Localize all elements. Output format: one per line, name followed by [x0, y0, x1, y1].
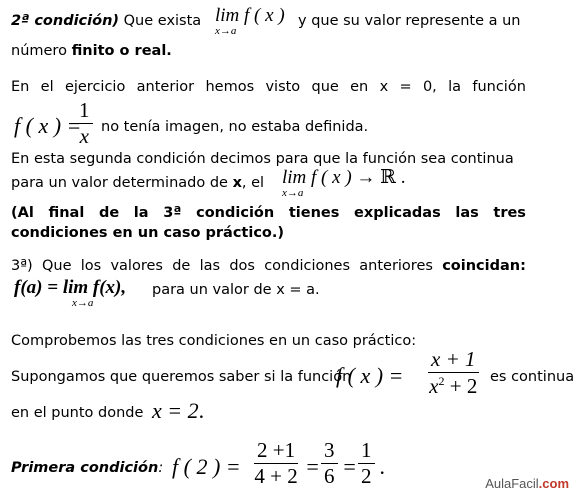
text-fragment: . — [400, 167, 406, 188]
example-line1-end: es continua — [490, 369, 575, 385]
example-line2 — [11, 404, 143, 422]
cond3-lim-sub: x→a — [72, 297, 94, 309]
text-fragment: lim — [282, 167, 307, 188]
lim-to-real — [282, 168, 405, 199]
text-fragment: ejercicio — [64, 79, 126, 95]
cond2-text-a: Que exista — [119, 13, 202, 29]
text-fragment: condición — [196, 205, 275, 221]
text-fragment: 1 — [358, 440, 375, 464]
text-fragment: Que — [41, 258, 72, 274]
text-fragment: f ( x ) → — [311, 167, 381, 188]
aulafacil-logo[interactable]: AulaFacil.com — [485, 476, 569, 491]
cond2-line1 — [11, 12, 201, 30]
fx-def-1x: f ( x ) = — [14, 113, 82, 138]
text-fragment: 2 — [361, 464, 372, 488]
cond3-formula — [14, 277, 126, 299]
text-fragment: 1 — [76, 100, 93, 124]
text-fragment: , — [121, 277, 127, 298]
text-fragment: x — [79, 124, 89, 148]
text-fragment: función — [472, 79, 526, 95]
para2-line2 — [11, 174, 264, 192]
lim-cond2 — [215, 6, 285, 37]
example-point — [152, 398, 204, 424]
text-fragment: 4 + 2 — [254, 464, 298, 488]
cond3-tail: para un valor de x = a. — [152, 282, 320, 298]
text-fragment: los — [80, 258, 102, 274]
text-fragment: la — [448, 79, 462, 95]
example-fx: f ( x ) = — [336, 363, 404, 388]
para2-line1: En esta segunda condición decimos para que la función sea continua — [11, 151, 514, 167]
text-fragment: hemos — [205, 79, 255, 95]
cond2-text-b: y que su valor represente a un — [298, 13, 521, 29]
text-fragment: 6 — [324, 464, 335, 488]
text-fragment: 3 — [321, 440, 338, 464]
text-fragment: x — [232, 175, 242, 191]
text-fragment: f(a) = — [14, 277, 59, 298]
text-fragment: x→a — [282, 187, 304, 199]
text-fragment: x — [429, 374, 439, 398]
text-fragment: f ( x ) — [244, 5, 285, 26]
text-fragment: en el punto donde — [11, 405, 144, 421]
text-fragment: . — [198, 398, 205, 423]
text-fragment: 2 — [438, 374, 445, 388]
text-fragment: condiciones — [264, 258, 351, 274]
text-fragment — [428, 349, 479, 373]
text-fragment: (Al — [11, 205, 34, 221]
text-fragment: explicadas — [354, 205, 441, 221]
text-fragment: 0, — [422, 79, 437, 95]
cond2-line2 — [11, 42, 172, 60]
cond2-heading: 2ª condición) — [11, 13, 120, 29]
text-fragment: coincidan: — [442, 258, 526, 274]
text-fragment: En — [11, 79, 30, 95]
first-f2: f ( 2 ) = — [172, 454, 241, 479]
text-fragment: la — [133, 205, 149, 221]
text-fragment: valores — [110, 258, 163, 274]
text-fragment: dos — [229, 258, 255, 274]
fraction-1-over-x — [76, 100, 93, 147]
text-fragment — [215, 6, 285, 25]
text-fragment: f(x) — [92, 277, 122, 298]
text-fragment: 3ª — [163, 205, 182, 221]
example-intro: Comprobemos las tres condiciones en un caso práctico: — [11, 333, 417, 349]
text-fragment: Primera condición — [11, 460, 159, 476]
text-fragment: que — [311, 79, 339, 95]
text-fragment: número — [11, 43, 67, 59]
example-line1: Supongamos que queremos saber si la función — [11, 369, 352, 385]
text-fragment — [282, 168, 405, 187]
first-frac3 — [358, 440, 375, 487]
text-fragment: anterior — [136, 79, 195, 95]
text-fragment: las — [455, 205, 479, 221]
text-fragment: para un valor determinado de — [11, 175, 228, 191]
example-fraction — [428, 349, 479, 397]
text-fragment: x — [379, 79, 389, 95]
text-fragment: 2 +1 — [254, 440, 298, 464]
text-fragment: de — [98, 205, 120, 221]
text-fragment: , el — [241, 175, 265, 191]
first-frac1 — [254, 440, 298, 487]
text-fragment: + 2 — [444, 374, 478, 398]
text-fragment: lim — [62, 277, 89, 298]
text-fragment: x→a — [215, 25, 237, 37]
para1-line2: no tenía imagen, no estaba definida. — [101, 119, 369, 135]
first-cond-label — [11, 459, 163, 477]
text-fragment: en — [350, 79, 369, 95]
text-fragment: las — [199, 258, 221, 274]
text-fragment: tres — [493, 205, 526, 221]
text-fragment: lim — [215, 5, 240, 26]
para1-line1 — [11, 79, 526, 95]
reals-symbol: ℝ — [380, 167, 396, 188]
text-fragment: 3ª) — [11, 258, 33, 274]
text-fragment: finito o real. — [71, 43, 172, 59]
cond3-line1 — [11, 258, 526, 274]
text-fragment: x + 1 — [431, 347, 476, 371]
text-fragment: tienes — [288, 205, 340, 221]
text-fragment: de — [172, 258, 191, 274]
text-fragment: visto — [265, 79, 301, 95]
first-frac2 — [321, 440, 338, 487]
text-fragment — [428, 373, 479, 397]
bold-note-line2: condiciones en un caso práctico.) — [11, 225, 285, 241]
text-fragment: final — [48, 205, 85, 221]
bold-note-line1 — [11, 205, 526, 221]
text-fragment: el — [40, 79, 54, 95]
text-fragment: x = 2 — [152, 398, 199, 423]
text-fragment: : — [158, 460, 164, 476]
text-fragment: anteriores — [359, 258, 433, 274]
text-fragment: = — [399, 79, 412, 95]
